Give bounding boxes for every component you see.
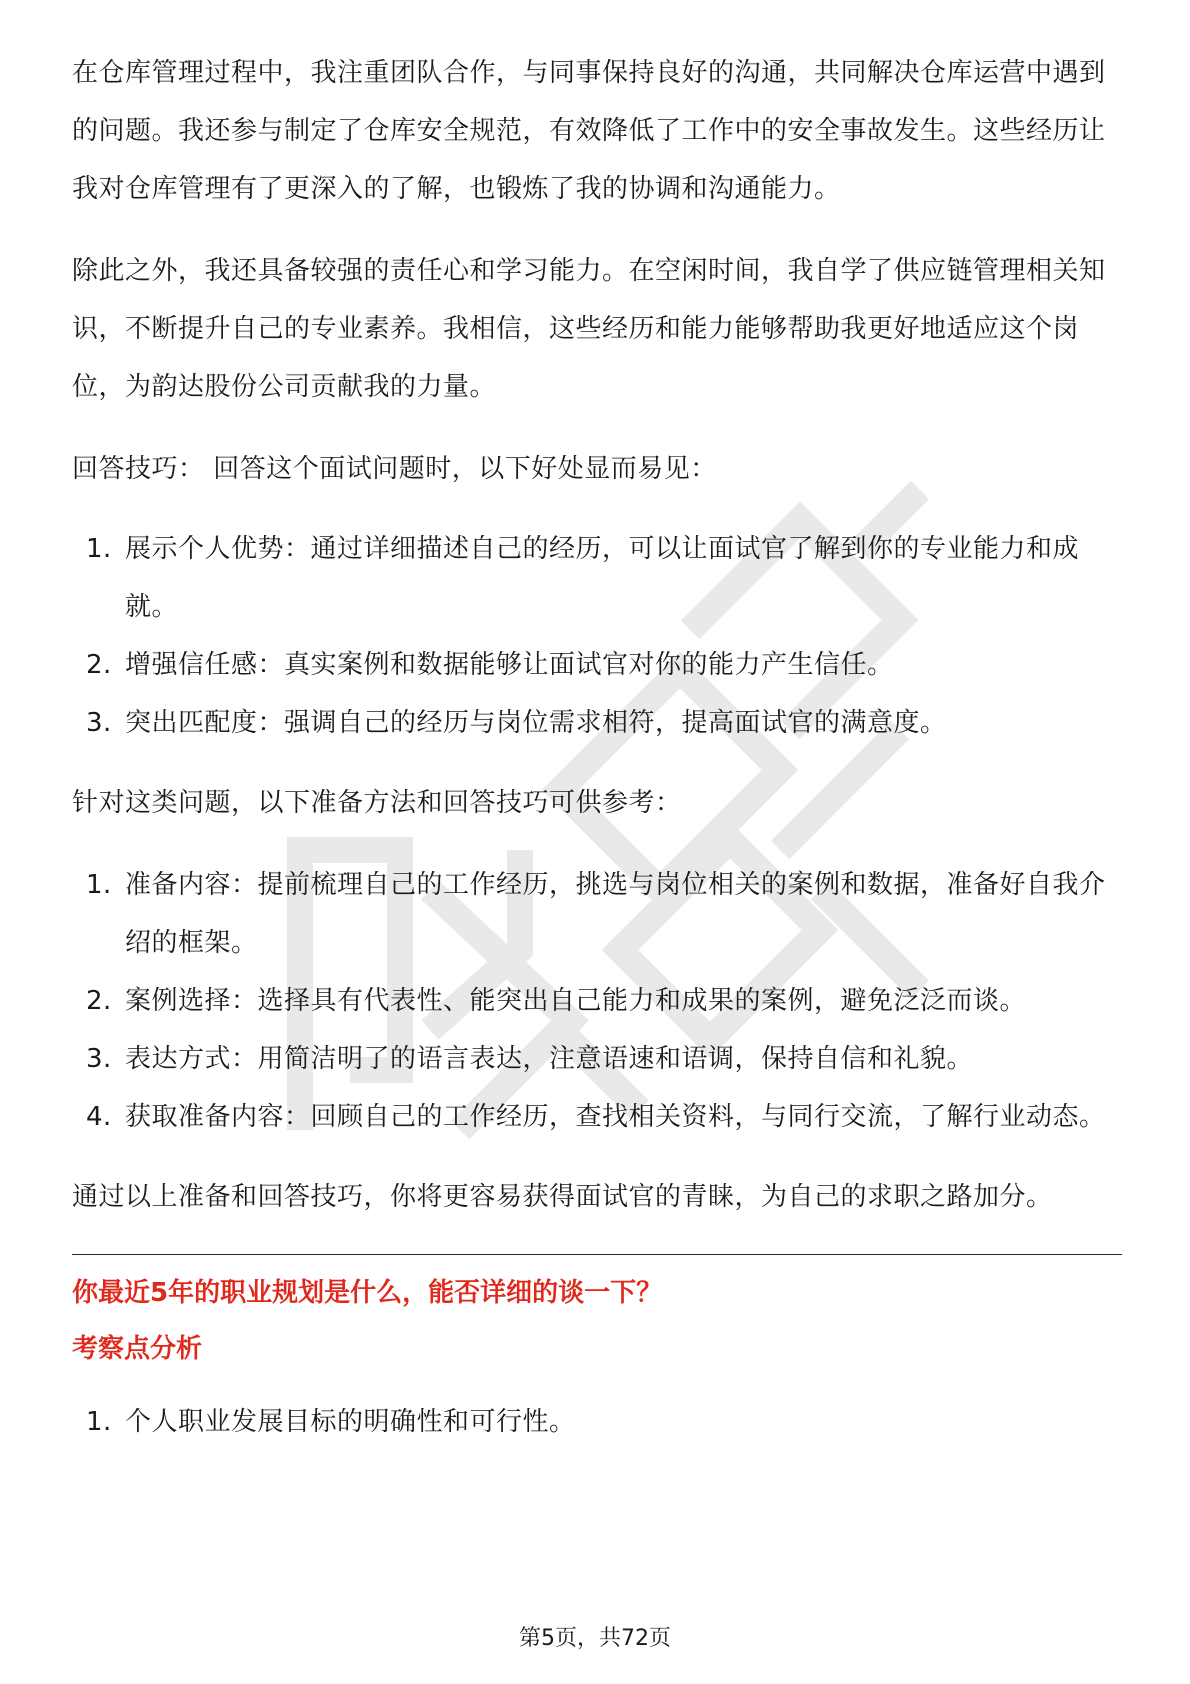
- list-item: [72, 520, 1122, 636]
- answer-tips-heading: 回答技巧： 回答这个面试问题时，以下好处显而易见：: [72, 454, 717, 484]
- analysis-heading: 考察点分析: [72, 1334, 203, 1364]
- list-number: 3.: [86, 708, 112, 738]
- benefits-list: [72, 520, 1122, 752]
- closing-paragraph: 通过以上准备和回答技巧，你将更容易获得面试官的青睐，为自己的求职之路加分。: [72, 1182, 1053, 1212]
- main-content: [72, 44, 1122, 1473]
- abilities-paragraph: 除此之外，我还具备较强的责任心和学习能力。在空闲时间，我自学了供应链管理相关知识，不断提升自己的专业素养。我相信，这些经历和能力能够帮助我更好地适应这个岗位，为韵达股份公司贡献我的力量。: [72, 256, 1106, 402]
- section-divider: [72, 1254, 1122, 1255]
- list-text: 准备内容：提前梳理自己的工作经历，挑选与岗位相关的案例和数据，准备好自我介绍的框架。: [125, 870, 1106, 958]
- list-number: 1.: [86, 1407, 112, 1437]
- list-item: [72, 1088, 1122, 1146]
- question-title: 你最近5年的职业规划是什么，能否详细的谈一下？: [72, 1278, 663, 1308]
- list-number: 4.: [86, 1102, 112, 1132]
- list-item: [72, 1030, 1122, 1088]
- list-text: 增强信任感：真实案例和数据能够让面试官对你的能力产生信任。: [125, 650, 894, 680]
- page-number-footer: 第5页，共72页: [519, 1626, 671, 1651]
- list-number: 1.: [86, 870, 112, 900]
- list-item: [72, 1393, 1122, 1451]
- experience-paragraph: 在仓库管理过程中，我注重团队合作，与同事保持良好的沟通，共同解决仓库运营中遇到的问题。我还参与制定了仓库安全规范，有效降低了工作中的安全事故发生。这些经历让我对仓库管理有了更深入的了解，也锻炼了我的协调和沟通能力。: [72, 58, 1106, 204]
- preparation-list: [72, 856, 1122, 1146]
- list-text: 展示个人优势：通过详细描述自己的经历，可以让面试官了解到你的专业能力和成就。: [125, 534, 1080, 622]
- list-item: [72, 856, 1122, 972]
- list-item: [72, 636, 1122, 694]
- list-text: 获取准备内容：回顾自己的工作经历，查找相关资料，与同行交流，了解行业动态。: [125, 1102, 1106, 1132]
- list-text: 表达方式：用简洁明了的语言表达，注意语速和语调，保持自信和礼貌。: [125, 1044, 974, 1074]
- list-number: 1.: [86, 534, 112, 564]
- list-text: 个人职业发展目标的明确性和可行性。: [125, 1407, 576, 1437]
- preparation-heading: 针对这类问题，以下准备方法和回答技巧可供参考：: [72, 788, 682, 818]
- list-item: [72, 694, 1122, 752]
- analysis-points-list: [72, 1393, 1122, 1451]
- list-number: 2.: [86, 650, 112, 680]
- list-item: [72, 972, 1122, 1030]
- list-number: 2.: [86, 986, 112, 1016]
- list-number: 3.: [86, 1044, 112, 1074]
- list-text: 案例选择：选择具有代表性、能突出自己能力和成果的案例，避免泛泛而谈。: [125, 986, 1027, 1016]
- list-text: 突出匹配度：强调自己的经历与岗位需求相符，提高面试官的满意度。: [125, 708, 947, 738]
